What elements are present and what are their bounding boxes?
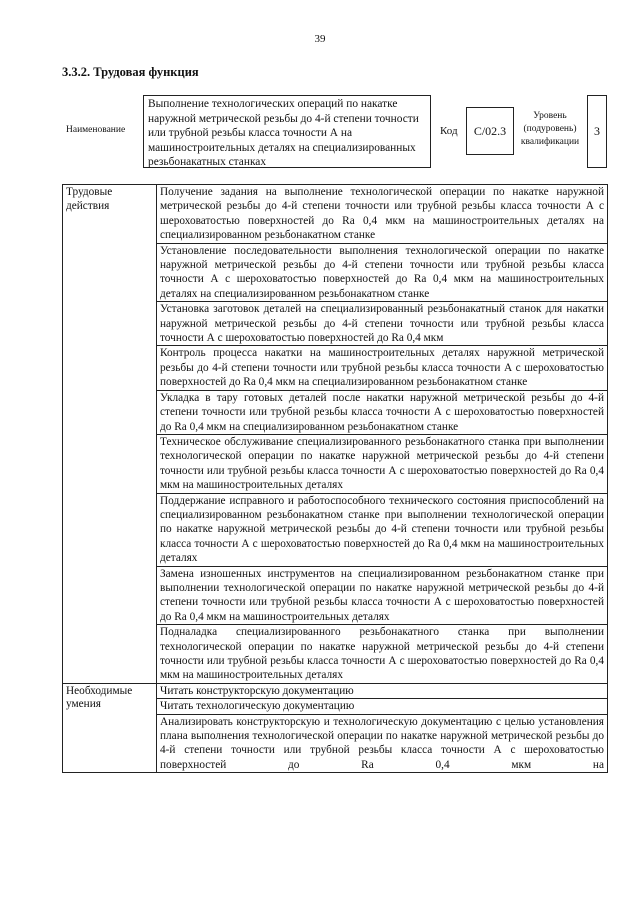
labor-actions-label: Трудовые действия bbox=[63, 185, 157, 684]
labor-action-item: Укладка в тару готовых деталей после накатки наружной метрической резьбы до 4-й степени точности или трубной резьбы класса точности А с шероховатостью поверхностей до Ra 0,4 мкм на специализированном резьбонакатном станке bbox=[157, 390, 608, 434]
function-code: С/02.3 bbox=[466, 107, 514, 155]
labor-action-item: Замена изношенных инструментов на специализированном резьбонакатном станке при выполнении технологической операции по накатке наружной метрической резьбы до 4-й степени точности или трубной резьбы класса точности А с шероховатостью поверхностей до Ra 0,4 мкм на машиностроительных деталях bbox=[157, 566, 608, 625]
section-title: 3.3.2. Трудовая функция bbox=[62, 65, 199, 79]
required-skills-label: Необходимые умения bbox=[63, 683, 157, 772]
labor-action-item: Контроль процесса накатки на машиностроительных деталях наружной метрической резьбы до 4-й степени точности или трубной резьбы класса точности А с шероховатостью поверхностей до Ra 0,4 мкм на специализированном резьбонакатном станке bbox=[157, 346, 608, 390]
function-header bbox=[62, 95, 608, 170]
table-row bbox=[63, 185, 608, 244]
labor-action-item: Техническое обслуживание специализированного резьбонакатного станка при выполнении технологической операции по накатке наружной метрической резьбы до 4-й степени точности или трубной резьбы класса точности А с шероховатостью поверхностей до Ra 0,4 мкм на машиностроительных деталях bbox=[157, 434, 608, 493]
function-name: Выполнение технологических операций по накатке наружной метрической резьбы до 4-й степени точности или трубной резьбы класса точности А на машиностроительных деталях на специализированных резьбонакатных станках bbox=[143, 95, 431, 168]
labor-action-item: Подналадка специализированного резьбонакатного станка при выполнении технологической операции по накатке наружной метрической резьбы до 4-й степени точности или трубной резьбы класса точности А с шероховатостью поверхностей до Ra 0,4 мкм на машиностроительных деталях bbox=[157, 625, 608, 684]
required-skill-item: Читать конструкторскую документацию bbox=[157, 683, 608, 698]
required-skill-item: Анализировать конструкторскую и технологическую документацию с целью установления плана выполнения технологической операции по накатке наружной метрической резьбы до 4-й степени точности или трубной резьбы класса точности А с шероховатостью поверхностей до Ra 0,4 мкм на bbox=[157, 714, 608, 773]
code-label: Код bbox=[440, 125, 458, 137]
labor-action-item: Получение задания на выполнение технологической операции по накатке наружной метрической резьбы до 4-й степени точности или трубной резьбы класса точности А с шероховатостью поверхностей до Ra 0,4 мкм на машиностроительных деталях на специализированном резьбонакатном станке bbox=[157, 185, 608, 244]
labor-action-item: Поддержание исправного и работоспособного технического состояния приспособлений на специализированном резьбонакатном станке при выполнении технологической операции по накатке наружной метрической резьбы до 4-й степени точности или трубной резьбы класса точности А с шероховатостью поверхностей до Ra 0,4 мкм на машиностроительных деталях bbox=[157, 493, 608, 566]
function-details-table bbox=[62, 184, 608, 773]
name-label: Наименование bbox=[66, 125, 126, 135]
table-row bbox=[63, 683, 608, 698]
labor-action-item: Установление последовательности выполнения технологической операции по накатке наружной метрической резьбы до 4-й степени точности или трубной резьбы класса точности А с шероховатостью поверхностей до Ra 0,4 мкм на машиностроительных деталях на специализированном резьбонакатном станке bbox=[157, 243, 608, 302]
labor-action-item: Установка заготовок деталей на специализированный резьбонакатный станок для накатки наружной метрической резьбы до 4-й степени точности или трубной резьбы класса точности А с шероховатостью поверхностей до Ra 0,4 мкм bbox=[157, 302, 608, 346]
qualification-level-label: Уровень (подуровень) квалификации bbox=[520, 111, 580, 147]
required-skill-item: Читать технологическую документацию bbox=[157, 699, 608, 714]
qualification-level: 3 bbox=[587, 95, 607, 168]
page-number: 39 bbox=[314, 33, 326, 45]
